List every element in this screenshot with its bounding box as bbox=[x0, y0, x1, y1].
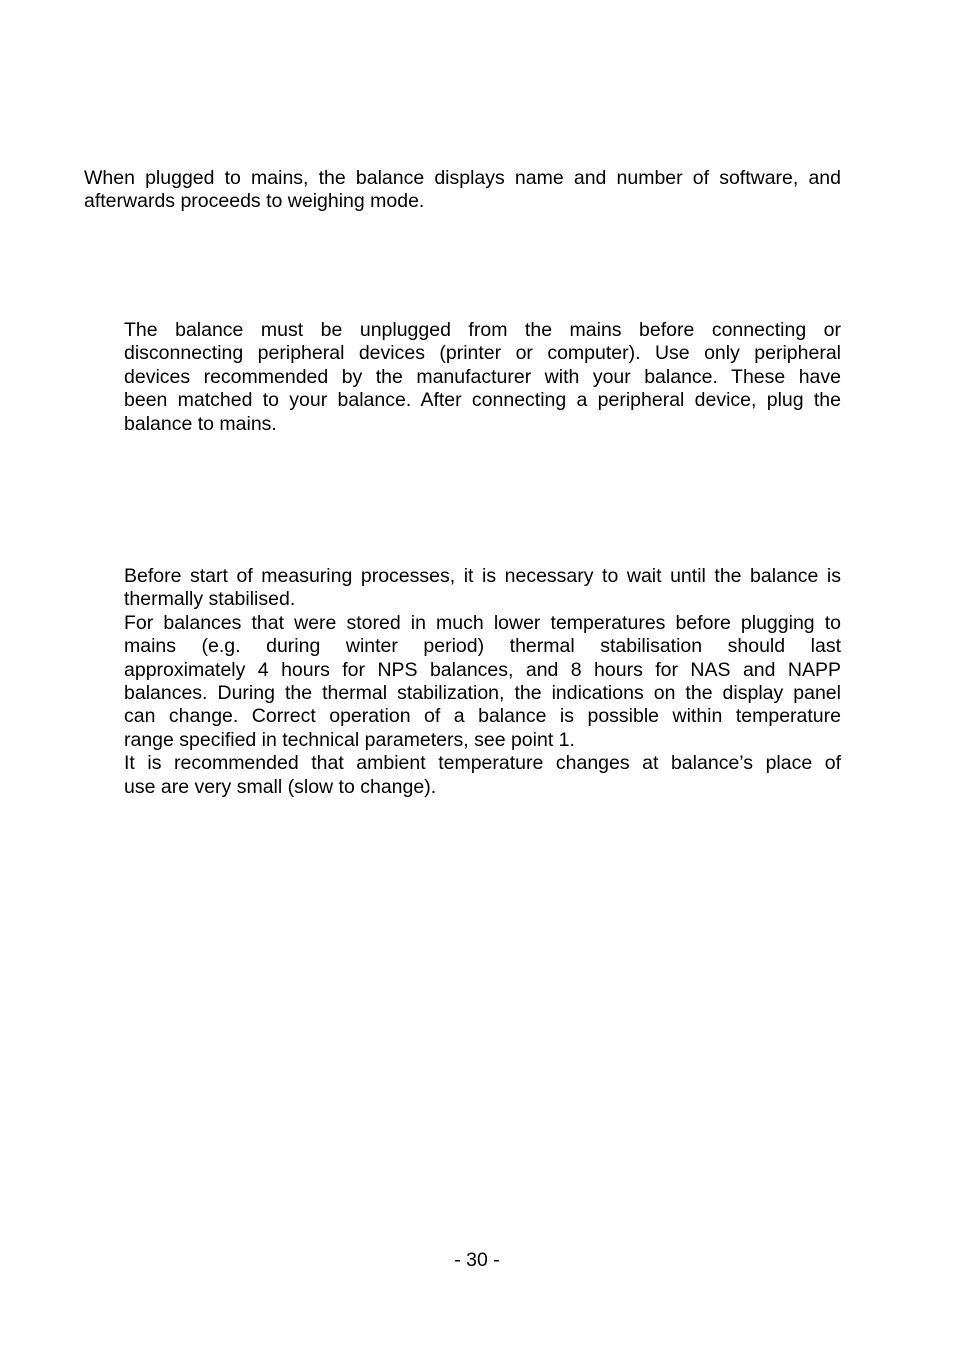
text-line: balance to mains. bbox=[124, 412, 277, 435]
text-line: can change. Correct operation of a balance is possible within temperature bbox=[124, 705, 841, 728]
text-line: use are very small (slow to change). bbox=[124, 775, 437, 798]
page-number: - 30 - bbox=[454, 1249, 500, 1271]
text-line: approximately 4 hours for NPS balances, and 8 hours for NAS and NAPP bbox=[124, 658, 841, 681]
text-line: Before start of measuring processes, it is necessary to wait until the balance is bbox=[124, 565, 841, 587]
paragraph-power-on bbox=[84, 167, 841, 214]
text-line: balances. During the thermal stabilization, the indications on the display panel bbox=[124, 682, 841, 705]
text-line: thermally stabilised. bbox=[124, 588, 296, 611]
text-line: The balance must be unplugged from the mains before connecting or bbox=[124, 319, 841, 341]
text-line: disconnecting peripheral devices (printer or computer). Use only peripheral bbox=[124, 342, 841, 365]
text-line: devices recommended by the manufacturer with your balance. These have bbox=[124, 365, 841, 388]
text-line: range specified in technical parameters, see point 1. bbox=[124, 728, 575, 751]
text-line: When plugged to mains, the balance displays name and number of software, and bbox=[84, 167, 841, 189]
text-line: afterwards proceeds to weighing mode. bbox=[84, 190, 425, 213]
paragraph-thermal-stabilisation bbox=[124, 565, 841, 799]
text-line: It is recommended that ambient temperature changes at balance’s place of bbox=[124, 752, 841, 775]
text-line: mains (e.g. during winter period) thermal stabilisation should last bbox=[124, 635, 841, 658]
text-line: For balances that were stored in much lower temperatures before plugging to bbox=[124, 611, 841, 634]
paragraph-peripheral-devices bbox=[124, 319, 841, 436]
text-line: been matched to your balance. After connecting a peripheral device, plug the bbox=[124, 389, 841, 412]
